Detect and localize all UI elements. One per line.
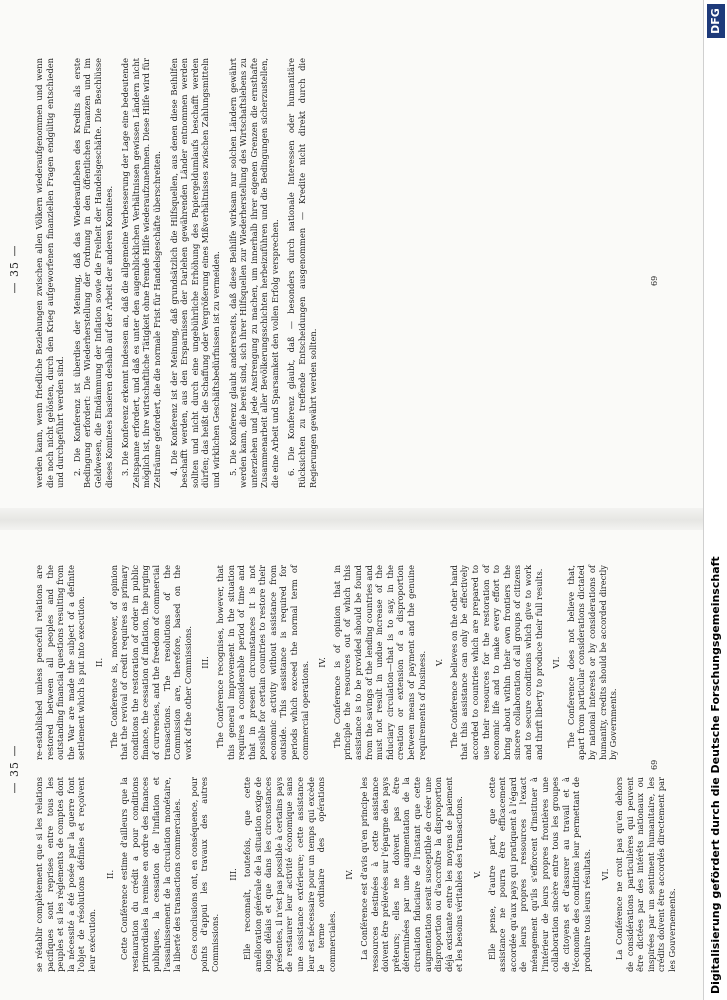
page-number: — 35 — bbox=[8, 244, 21, 294]
paragraph: La Conférence est d'avis qu'en principe les ressources destinées à cette assistance doivent être prélevées sur l'épargne des pays prêteurs; elles ne doivent pas être déterminées par une augmentation de la circulation fiduciaire de l'instant que cette augmentation serait susceptible de créer une disproportion ou d'accroître la disproportion déjà existante entre les moyens de paiement et les besoins véritables des transactions. bbox=[359, 777, 465, 972]
section-heading: V. bbox=[471, 870, 482, 879]
paragraph: The Conference recognises, however, that this general improvement in the situation requires a considerable period of time and that in present circumstances it is not possible for certain countries to restore their economic activity without assistance from outside. This assistance is required for periods which exceed the normal term of commercial operations. bbox=[214, 565, 310, 760]
section-heading: IV. bbox=[344, 869, 355, 880]
paragraph: 4. Die Konferenz ist der Meinung, daß grundsätzlich die Hilfsquellen, aus denen diese Beihilfen beschafft werden, aus den Ersparnissen der Darlehen gewährenden Länder entnommen werden sollten und nicht durch eine ungebührliche Erhöhung des Papiergeldumlaufs beschafft werden dürfen; das heißt die Schaffung oder Vergrößerung eines Mißverhältnisses zwischen Zahlungsmitteln und wirklichen Geschäftsbedürfnissen ist zu vermeiden. bbox=[168, 58, 221, 488]
paragraph: La Conférence ne croit pas qu'en dehors de considérations particulières qui peuvent être dictées par des intérêts nationaux ou inspirées par un sentiment humanitaire, les crédits doivent être accordés directement par les Gouvernements. bbox=[614, 777, 678, 972]
section-heading: IV. bbox=[317, 657, 328, 668]
attribution-strip bbox=[703, 0, 727, 1000]
section-heading: VI. bbox=[551, 656, 562, 669]
section-heading: II. bbox=[104, 869, 115, 880]
section-heading: VI. bbox=[599, 868, 610, 881]
left-page bbox=[0, 538, 703, 1000]
section-heading: V. bbox=[434, 658, 445, 667]
paragraph: Cette Conférence estime d'ailleurs que la restauration du crédit a pour conditions primordiales la remise en ordre des finances publiques, la cessation de l'inflation et l'assainissement de la circulation monétaire, la liberté des transactions commerciales. bbox=[119, 777, 183, 972]
dfg-logo: DFG bbox=[707, 4, 725, 38]
section-heading: III. bbox=[227, 868, 238, 881]
section-heading: III. bbox=[200, 656, 211, 669]
english-column bbox=[34, 565, 625, 760]
signature-mark: 69 bbox=[650, 759, 659, 770]
paragraph: re-established unless peaceful relations are restored between all peoples and the outstanding financial questions resulting from the War are made the subject of a definite settlement which is put into execution. bbox=[34, 565, 87, 760]
paragraph: Ces conclusions ont, en conséquence, pour points d'appui les travaux des autres Commissions. bbox=[188, 777, 220, 972]
paragraph: 6. Die Konferenz glaubt, daß — besonders durch nationale Interessen oder humanitäre Rücksichten zu treffende Entscheidungen ausgenommen — Kredite nicht direkt durch die Regierungen gewährt werden sollten. bbox=[286, 58, 318, 488]
paragraph: The Conference believes on the other hand that this assistance can only be effectively accorded to countries which are prepared to use their resources for the restoration of economic life and to make every effort to bring about within their own frontiers the sincere collaboration of all groups of citizens and to secure conditions which give to work and thrift liberty to produce their full results. bbox=[448, 565, 544, 760]
paragraph: The Conference does not believe that, apart from particular considerations dictated by national interests or by considerations of humanity, credits should be accorded directly by Governments. bbox=[565, 565, 619, 760]
french-column bbox=[34, 777, 684, 972]
book-gutter bbox=[0, 508, 703, 530]
paragraph: Elle pense, d'autre part, que cette assistance ne pourra être efficacement accordée qu'aux pays qui pratiquent à l'égard de leurs propres ressources l'exact ménagement qu'ils s'efforcent d'instituer à l'intérieur de leurs propres frontières une collaboration sincère entre tous les groupes de citoyens et d'assurer au travail et à l'économie des conditions leur permettant de produire tous leurs résultats. bbox=[486, 777, 592, 972]
section-heading: II. bbox=[93, 657, 104, 668]
page-number: — 35 — bbox=[8, 744, 21, 794]
signature-mark: 69 bbox=[650, 275, 659, 286]
right-page bbox=[0, 38, 703, 500]
paragraph: se rétablir complètement que si les relations pacifiques sont reprises entre tous les peuples et si les règlements de comptes dont la nécessité a été posée par la guerre font l'objet de résolutions définies et reçoivent leur exécution. bbox=[34, 777, 97, 972]
attribution-text: Digitalisierung gefördert durch die Deutsche Forschungsgemeinschaft bbox=[709, 556, 722, 994]
paragraph: werden kann, wenn friedliche Beziehungen zwischen allen Völkern wiederaufgenommen und wenn die noch nicht gelösten, durch den Krieg aufgeworfenen finanziellen Fragen endgültig entschieden und durchgeführt werden sind. bbox=[34, 58, 66, 488]
german-column bbox=[34, 58, 324, 488]
paragraph: 3. Die Konferenz erkennt indessen an, daß die allgemeine Verbesserung der Lage eine bedeutende Zeitspanne erfordert, und daß es unter den augenblicklichen Verhältnissen gewissen Ländern nicht möglich ist, ihre wirtschaftliche Tätigkeit ohne fremde Hilfe wiederaufzunehmen. Diese Hilfe wird für Zeiträume gefordert, die die normale Frist für Handelsgeschäfte überschreiten. bbox=[120, 58, 162, 488]
paragraph: 5. Die Konferenz glaubt andererseits, daß diese Beihilfe wirksam nur solchen Ländern gewährt werden kann, die bereit sind, sich ihrer Hilfsquellen zur Wiederherstellung des Wirtschaftslebens zu unterziehen und jede Anstrengung zu machen, um innerhalb ihrer eigenen Grenzen die ernsthafte Zusammenarbeit aller Bevölkerungsschichten herbeizuführen und die Bedingungen sicherzustellen, die eine Arbeit und Sparsamkeit den vollen Erfolg versprechen. bbox=[227, 58, 280, 488]
paragraph: Elle reconnaît, toutefois, que cette amélioration générale de la situation exige de longs délais et que dans les circonstances présentes, il n'est pas possible à certains pays de restaurer leur activité économique sans une assistance extérieure; cette assistance leur est nécessaire pour un temps qui excède le terme ordinaire des opérations commerciales. bbox=[242, 777, 337, 972]
paragraph: 2. Die Konferenz ist überdies der Meinung, daß das Wiederaufleben des Kredits als erste Bedingung erfordert: Die Wiederherstellung der Ordnung in den öffentlichen Finanzen und im Geldwesen, die Eindämmung der Inflation sowie die Freiheit der Handelsgeschäfte. Die Beschlüsse dieses Komitees basieren deshalb auf der Arbeit der anderen Komitees. bbox=[71, 58, 114, 488]
paragraph: The Conference is of opinion that in principle the resources out of which this assistance is to be provided should be found from the savings of the lending countries and must not result in undue increase of the fiduciary circulation—that is to say, in the creation or extension of a disproportion between means of payment and the genuine requirements of business. bbox=[331, 565, 427, 760]
paragraph: The Conference is, moreover, of opinion that the revival of credit requires as primary conditions the restoration of order in public finance, the cessation of inflation, the purging of currencies, and the freedom of commercial transactions. The resolutions of the Commission are, therefore, based on the work of the other Commissions. bbox=[108, 565, 193, 760]
